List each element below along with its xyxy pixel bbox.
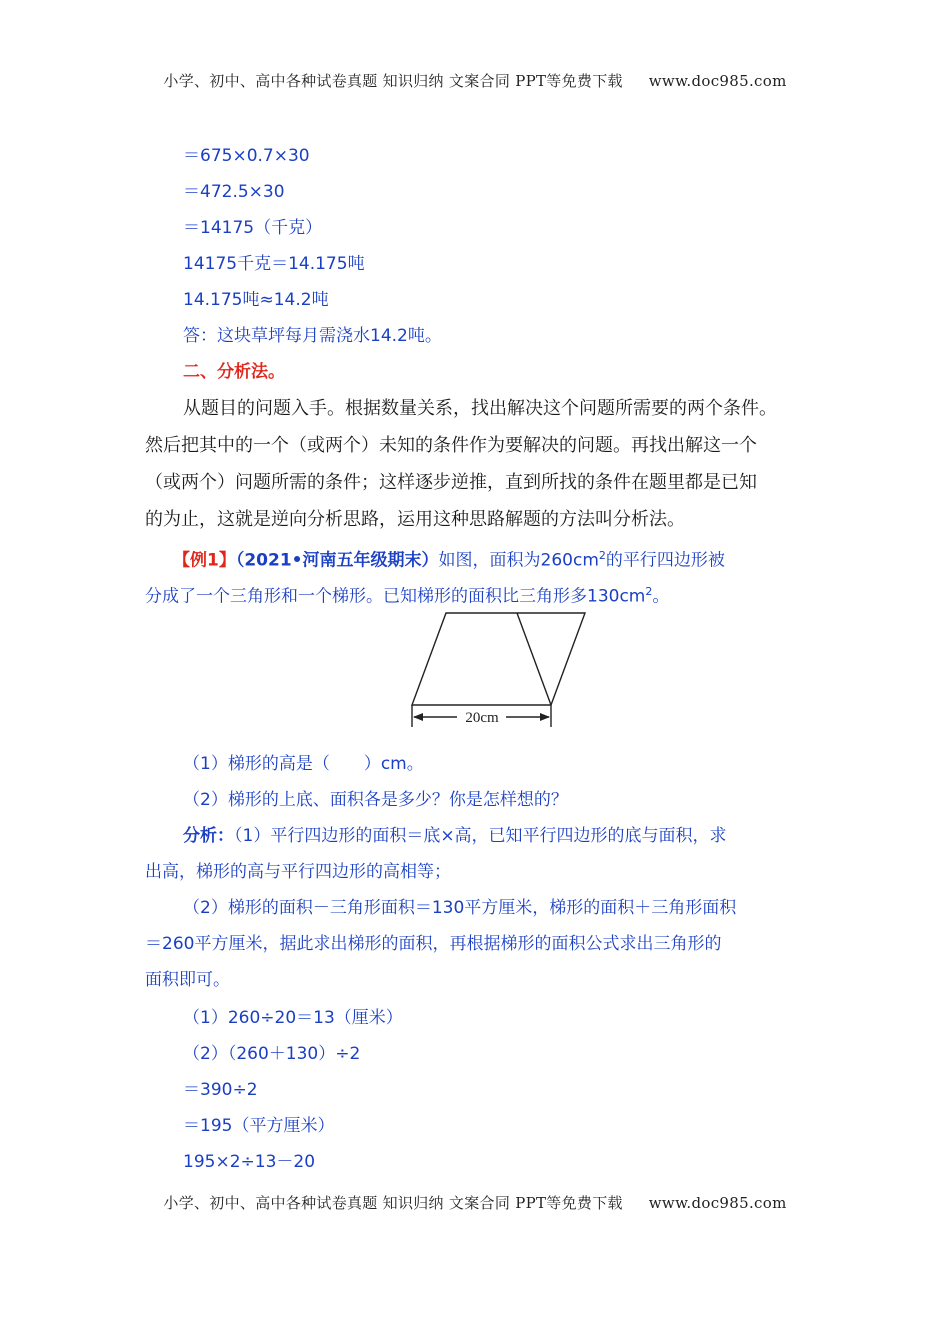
header-url[interactable]: www.doc985.com — [648, 72, 787, 90]
analysis-line-1 — [183, 825, 727, 847]
intro-line: 的为止，这就是逆向分析思路，运用这种思路解题的方法叫分析法。 — [145, 509, 685, 530]
example-text: 。 — [652, 586, 670, 607]
solution-line: ＝195（平方厘米） — [183, 1116, 335, 1136]
section-title: 二、分析法。 — [183, 362, 285, 382]
example-line-2 — [145, 581, 669, 608]
analysis-text: （1）平行四边形的面积＝底×高，已知平行四边形的底与面积，求 — [234, 826, 727, 846]
parallelogram-figure — [405, 605, 595, 735]
solution-line: ＝390÷2 — [183, 1080, 258, 1100]
intro-line: 然后把其中的一个（或两个）未知的条件作为要解决的问题。再找出解这一个 — [145, 435, 757, 456]
page-footer — [0, 1192, 950, 1213]
answer-line: 答：这块草坪每月需浇水14.2吨。 — [183, 326, 442, 346]
arrow-left-icon — [413, 713, 423, 721]
question-2: （2）梯形的上底、面积各是多少？你是怎样想的？ — [183, 790, 568, 810]
base-label: 20cm — [465, 710, 499, 726]
solution-line: 195×2÷13－20 — [183, 1152, 316, 1172]
calc-line: ＝14175（千克） — [183, 218, 323, 238]
solution-line: （1）260÷20＝13（厘米） — [183, 1008, 403, 1028]
example-text: 分成了一个三角形和一个梯形。已知梯形的面积比三角形多130cm — [145, 586, 646, 607]
solution-line: （2）（260＋130）÷2 — [183, 1044, 361, 1064]
analysis-line-5: 面积即可。 — [145, 970, 230, 990]
calc-line: 14175千克＝14.175吨 — [183, 254, 365, 274]
analysis-line-4: ＝260平方厘米，据此求出梯形的面积，再根据梯形的面积公式求出三角形的 — [145, 934, 722, 954]
question-1: （1）梯形的高是（ ）cm。 — [183, 754, 424, 774]
calc-line: ＝675×0.7×30 — [183, 146, 310, 166]
example-label: 【例1】 — [173, 550, 236, 571]
calc-line: ＝472.5×30 — [183, 182, 285, 202]
superscript: 2 — [645, 585, 653, 598]
header-text: 小学、初中、高中各种试卷真题 知识归纳 文案合同 PPT等免费下载 — [163, 72, 623, 90]
intro-line: （或两个）问题所需的条件；这样逐步逆推，直到所找的条件在题里都是已知 — [145, 472, 757, 493]
analysis-line-2: 出高，梯形的高与平行四边形的高相等； — [145, 862, 451, 882]
analysis-label: 分析： — [183, 826, 234, 846]
footer-url[interactable]: www.doc985.com — [648, 1194, 787, 1212]
example-text: 的平行四边形被 — [605, 550, 725, 571]
page-header — [0, 70, 950, 91]
calc-line: 14.175吨≈14.2吨 — [183, 290, 329, 310]
example-source: （2021•河南五年级期末） — [235, 550, 439, 571]
parallelogram-shape — [412, 613, 585, 705]
intro-line: 从题目的问题入手。根据数量关系，找出解决这个问题所需要的两个条件。 — [183, 398, 777, 419]
footer-text: 小学、初中、高中各种试卷真题 知识归纳 文案合同 PPT等免费下载 — [163, 1194, 623, 1212]
example-line-1 — [173, 545, 725, 572]
arrow-right-icon — [540, 713, 550, 721]
superscript: 2 — [598, 549, 606, 562]
divider-line — [517, 613, 551, 705]
example-text: 如图，面积为260cm — [438, 550, 599, 571]
analysis-line-3: （2）梯形的面积－三角形面积＝130平方厘米，梯形的面积＋三角形面积 — [183, 898, 737, 918]
